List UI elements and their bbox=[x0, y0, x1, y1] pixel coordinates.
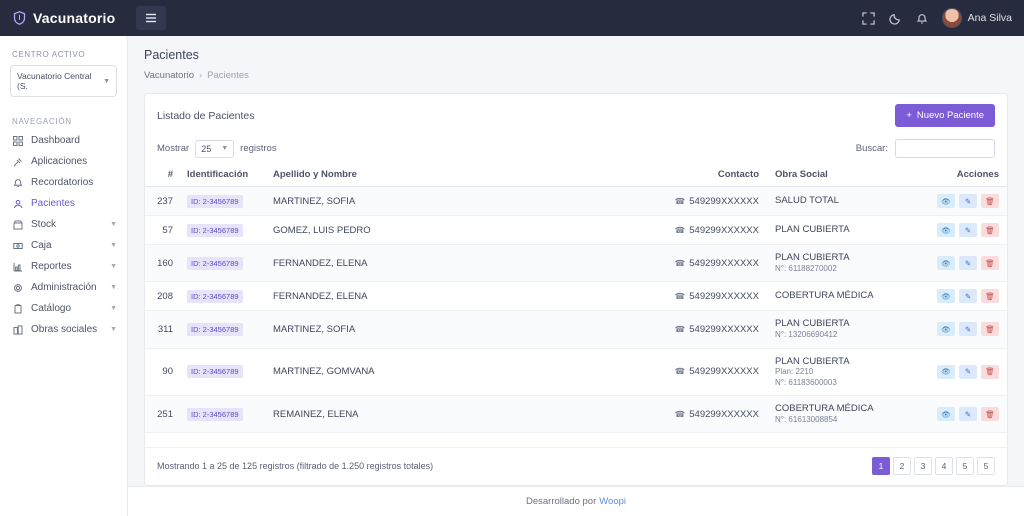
topbar-actions bbox=[862, 8, 1024, 28]
obra-detail-plan: Plan: 2210 bbox=[775, 367, 814, 377]
page-button-2[interactable]: 2 bbox=[893, 457, 911, 475]
table-row[interactable] bbox=[145, 282, 1007, 311]
pencil-icon[interactable]: ✎ bbox=[959, 223, 977, 237]
id-badge: ID: 2-3456789 bbox=[187, 365, 243, 378]
brand[interactable] bbox=[0, 10, 128, 26]
card-header bbox=[145, 94, 1007, 135]
eye-icon[interactable]: 👁 bbox=[937, 223, 955, 237]
sidebar-item-label: Aplicaciones bbox=[31, 156, 88, 167]
search-input[interactable] bbox=[895, 139, 995, 158]
show-suffix-label: registros bbox=[240, 143, 277, 154]
pencil-icon[interactable]: ✎ bbox=[959, 194, 977, 208]
obra-name: PLAN CUBIERTA bbox=[775, 318, 850, 330]
cell-obra-social bbox=[767, 311, 917, 348]
active-center-value: Vacunatorio Central (S. bbox=[17, 71, 92, 91]
obra-detail: N°: 61188270002 bbox=[775, 263, 837, 273]
sidebar-item-label: Obras sociales bbox=[31, 324, 98, 335]
contact-value: 549299XXXXXX bbox=[689, 366, 759, 378]
sidebar-item-label: Caja bbox=[31, 240, 52, 251]
footer-link[interactable]: Woopi bbox=[599, 496, 626, 507]
new-patient-label: Nuevo Paciente bbox=[916, 110, 984, 121]
trash-icon[interactable]: 🗑 bbox=[981, 289, 999, 303]
pencil-icon[interactable]: ✎ bbox=[959, 256, 977, 270]
table-row[interactable] bbox=[145, 216, 1007, 245]
page-footer bbox=[128, 486, 1024, 516]
cell-nombre: REMAINEZ, ELENA bbox=[265, 396, 647, 433]
avatar bbox=[942, 8, 962, 28]
sidebar bbox=[0, 36, 128, 516]
trash-icon[interactable]: 🗑 bbox=[981, 223, 999, 237]
table-row[interactable] bbox=[145, 311, 1007, 348]
sidebar-item-stock[interactable] bbox=[0, 214, 127, 235]
footer-text: Desarrollado por bbox=[526, 496, 597, 507]
sidebar-item-recordatorios[interactable] bbox=[0, 172, 127, 193]
active-center-label: CENTRO ACTIVO bbox=[12, 50, 86, 59]
row-actions bbox=[925, 289, 999, 303]
trash-icon[interactable]: 🗑 bbox=[981, 256, 999, 270]
brand-title: Vacunatorio bbox=[33, 10, 116, 26]
row-actions bbox=[925, 223, 999, 237]
chevron-down-icon: ▼ bbox=[110, 221, 117, 228]
page-length-group bbox=[157, 140, 277, 158]
table-row[interactable] bbox=[145, 187, 1007, 216]
phone-icon: ☎ bbox=[674, 257, 686, 268]
table-footer bbox=[145, 447, 1007, 485]
bell-icon bbox=[12, 178, 24, 188]
sidebar-item-pacientes[interactable] bbox=[0, 193, 127, 214]
eye-icon[interactable]: 👁 bbox=[937, 289, 955, 303]
sidebar-toggle-button[interactable] bbox=[136, 6, 166, 30]
user-menu[interactable] bbox=[942, 8, 1012, 28]
contact-value: 549299XXXXXX bbox=[689, 408, 759, 420]
chevron-down-icon: ▼ bbox=[110, 284, 117, 291]
pagination bbox=[872, 457, 995, 475]
breadcrumb-separator: › bbox=[199, 70, 203, 81]
page-button-5[interactable]: 5 bbox=[956, 457, 974, 475]
new-patient-button[interactable] bbox=[895, 104, 995, 127]
trash-icon[interactable]: 🗑 bbox=[981, 322, 999, 336]
search-group bbox=[856, 139, 995, 158]
cell-nombre: MARTINEZ, SOFIA bbox=[265, 311, 647, 348]
chevron-down-icon: ▼ bbox=[110, 326, 117, 333]
cell-obra-social bbox=[767, 348, 917, 396]
sidebar-item-caja[interactable] bbox=[0, 235, 127, 256]
fullscreen-icon[interactable] bbox=[862, 12, 875, 25]
sidebar-item-label: Recordatorios bbox=[31, 177, 94, 188]
eye-icon[interactable]: 👁 bbox=[937, 194, 955, 208]
chart-icon bbox=[12, 262, 24, 272]
cell-nombre: MARTINEZ, SOFIA bbox=[265, 187, 647, 216]
page-button-3[interactable]: 3 bbox=[914, 457, 932, 475]
box-icon bbox=[12, 220, 24, 230]
table-head bbox=[145, 164, 1007, 187]
cell-obra-social bbox=[767, 187, 917, 216]
pencil-icon[interactable]: ✎ bbox=[959, 407, 977, 421]
col-header-contacto[interactable]: Contacto bbox=[647, 164, 767, 187]
sidebar-item-label: Stock bbox=[31, 219, 57, 230]
chevron-down-icon: ▼ bbox=[110, 242, 117, 249]
cell-contacto bbox=[647, 348, 767, 396]
breadcrumb-root[interactable]: Vacunatorio bbox=[144, 70, 194, 81]
show-prefix-label: Mostrar bbox=[157, 143, 190, 154]
phone-icon: ☎ bbox=[674, 323, 686, 334]
obra-name: PLAN CUBIERTA bbox=[775, 224, 850, 236]
phone-icon: ☎ bbox=[674, 366, 686, 377]
breadcrumb-current: Pacientes bbox=[207, 70, 249, 81]
cell-contacto bbox=[647, 282, 767, 311]
cell-acciones bbox=[917, 245, 1007, 282]
cell-acciones bbox=[917, 348, 1007, 396]
chevron-down-icon: ▼ bbox=[221, 145, 229, 152]
obra-detail-numero: N°: 61183600003 bbox=[775, 377, 837, 387]
body bbox=[0, 36, 1024, 516]
cell-acciones bbox=[917, 396, 1007, 433]
phone-icon: ☎ bbox=[674, 408, 686, 419]
col-header-identificacion[interactable]: Identificación bbox=[179, 164, 265, 187]
table-body bbox=[145, 187, 1007, 433]
table-row[interactable] bbox=[145, 396, 1007, 433]
sidebar-item-label: Administración bbox=[31, 282, 97, 293]
obra-name: SALUD TOTAL bbox=[775, 195, 839, 207]
sidebar-item-label: Dashboard bbox=[31, 135, 80, 146]
page-button-4[interactable]: 4 bbox=[935, 457, 953, 475]
pencil-icon[interactable]: ✎ bbox=[959, 322, 977, 336]
sidebar-item-reportes[interactable] bbox=[0, 256, 127, 277]
cell-identificacion bbox=[179, 187, 265, 216]
contact-value: 549299XXXXXX bbox=[689, 224, 759, 236]
table-header-row bbox=[145, 164, 1007, 187]
sidebar-item-label: Reportes bbox=[31, 261, 72, 272]
page-header bbox=[128, 36, 1024, 81]
cell-acciones bbox=[917, 311, 1007, 348]
id-badge: ID: 2-3456789 bbox=[187, 408, 243, 421]
cell-contacto bbox=[647, 245, 767, 282]
contact-value: 549299XXXXXX bbox=[689, 323, 759, 335]
id-badge: ID: 2-3456789 bbox=[187, 323, 243, 336]
cell-nombre: FERNANDEZ, ELENA bbox=[265, 245, 647, 282]
card-title: Listado de Pacientes bbox=[157, 109, 255, 122]
sidebar-item-administracion[interactable] bbox=[0, 277, 127, 298]
page-length-select[interactable] bbox=[195, 140, 234, 158]
cell-obra-social bbox=[767, 216, 917, 245]
pencil-icon[interactable]: ✎ bbox=[959, 289, 977, 303]
sidebar-item-obras-sociales[interactable] bbox=[0, 319, 127, 340]
cell-obra-social bbox=[767, 245, 917, 282]
cell-acciones bbox=[917, 187, 1007, 216]
cell-contacto bbox=[647, 396, 767, 433]
cell-num: 160 bbox=[145, 245, 179, 282]
top-navbar bbox=[0, 0, 1024, 36]
eye-icon[interactable]: 👁 bbox=[937, 322, 955, 336]
cell-obra-social bbox=[767, 282, 917, 311]
obra-detail: N°: 13206690412 bbox=[775, 330, 838, 340]
chevron-down-icon: ▼ bbox=[110, 305, 117, 312]
eye-icon[interactable]: 👁 bbox=[937, 407, 955, 421]
cell-identificacion bbox=[179, 282, 265, 311]
trash-icon[interactable]: 🗑 bbox=[981, 194, 999, 208]
shield-logo-icon bbox=[12, 10, 27, 26]
building-icon bbox=[12, 325, 24, 335]
user-icon bbox=[12, 199, 24, 209]
col-header-acciones: Acciones bbox=[917, 164, 1007, 187]
sidebar-item-dashboard[interactable] bbox=[0, 130, 127, 151]
obra-name: PLAN CUBIERTA bbox=[775, 355, 850, 367]
trash-icon[interactable]: 🗑 bbox=[981, 407, 999, 421]
plus-icon: + bbox=[906, 110, 912, 121]
phone-icon: ☎ bbox=[674, 195, 686, 206]
obra-detail: N°: 61613008854 bbox=[775, 415, 838, 425]
cell-obra-social bbox=[767, 396, 917, 433]
cell-nombre: MARTINEZ, GOMVANA bbox=[265, 348, 647, 396]
cell-nombre: FERNANDEZ, ELENA bbox=[265, 282, 647, 311]
cell-acciones bbox=[917, 282, 1007, 311]
page-button-next[interactable]: 5 bbox=[977, 457, 995, 475]
trash-icon[interactable]: 🗑 bbox=[981, 365, 999, 379]
grid-icon bbox=[12, 136, 24, 146]
patients-card bbox=[144, 93, 1008, 486]
sidebar-item-label: Catálogo bbox=[31, 303, 72, 314]
user-name: Ana Silva bbox=[967, 12, 1012, 24]
cell-num: 311 bbox=[145, 311, 179, 348]
page-button-1[interactable]: 1 bbox=[872, 457, 890, 475]
phone-icon: ☎ bbox=[674, 290, 686, 301]
cell-num: 237 bbox=[145, 187, 179, 216]
col-header-nombre[interactable]: Apellido y Nombre bbox=[265, 164, 647, 187]
content-area bbox=[128, 36, 1024, 516]
page-title: Pacientes bbox=[144, 48, 199, 62]
col-header-obra-social[interactable]: Obra Social bbox=[767, 164, 917, 187]
id-badge: ID: 2-3456789 bbox=[187, 257, 243, 270]
phone-icon: ☎ bbox=[674, 224, 686, 235]
cell-nombre: GOMEZ, LUIS PEDRO bbox=[265, 216, 647, 245]
cell-num: 90 bbox=[145, 348, 179, 396]
cell-contacto bbox=[647, 187, 767, 216]
chevron-down-icon: ▼ bbox=[103, 77, 110, 85]
table-row[interactable] bbox=[145, 348, 1007, 396]
sidebar-item-catalogo[interactable] bbox=[0, 298, 127, 319]
table-row[interactable] bbox=[145, 245, 1007, 282]
cell-contacto bbox=[647, 311, 767, 348]
syringe-icon bbox=[12, 157, 24, 167]
breadcrumb bbox=[144, 70, 1008, 81]
chevron-down-icon: ▼ bbox=[110, 263, 117, 270]
cell-num: 251 bbox=[145, 396, 179, 433]
cell-identificacion bbox=[179, 216, 265, 245]
cash-icon bbox=[12, 241, 24, 251]
id-badge: ID: 2-3456789 bbox=[187, 195, 243, 208]
patients-table bbox=[145, 164, 1007, 433]
contact-value: 549299XXXXXX bbox=[689, 290, 759, 302]
id-badge: ID: 2-3456789 bbox=[187, 224, 243, 237]
contact-value: 549299XXXXXX bbox=[689, 257, 759, 269]
obra-name: COBERTURA MÉDICA bbox=[775, 290, 874, 302]
obra-name: PLAN CUBIERTA bbox=[775, 252, 850, 263]
active-center-select[interactable] bbox=[10, 65, 117, 97]
clipboard-icon bbox=[12, 304, 24, 314]
search-label: Buscar: bbox=[855, 143, 888, 154]
cell-acciones bbox=[917, 216, 1007, 245]
eye-icon[interactable]: 👁 bbox=[937, 256, 955, 270]
row-actions bbox=[925, 407, 999, 421]
cell-num: 208 bbox=[145, 282, 179, 311]
cell-identificacion bbox=[179, 311, 265, 348]
row-actions bbox=[925, 194, 999, 208]
bell-icon[interactable] bbox=[916, 12, 928, 25]
id-badge: ID: 2-3456789 bbox=[187, 290, 243, 303]
sidebar-item-aplicaciones[interactable] bbox=[0, 151, 127, 172]
pagination-info: Mostrando 1 a 25 de 125 registros (filtrado de 1.250 registros totales) bbox=[157, 461, 434, 471]
row-actions bbox=[925, 365, 999, 379]
cell-identificacion bbox=[179, 396, 265, 433]
dark-mode-icon[interactable] bbox=[889, 12, 902, 25]
table-toolbar bbox=[145, 135, 1007, 164]
cell-identificacion bbox=[179, 245, 265, 282]
cell-contacto bbox=[647, 216, 767, 245]
gear-icon bbox=[12, 283, 24, 293]
cell-identificacion bbox=[179, 348, 265, 396]
sidebar-item-label: Pacientes bbox=[31, 198, 75, 209]
row-actions bbox=[925, 322, 999, 336]
obra-name: COBERTURA MÉDICA bbox=[775, 403, 874, 415]
contact-value: 549299XXXXXX bbox=[689, 195, 759, 207]
pencil-icon[interactable]: ✎ bbox=[959, 365, 977, 379]
row-actions bbox=[925, 256, 999, 270]
eye-icon[interactable]: 👁 bbox=[937, 365, 955, 379]
page-length-value: 25 bbox=[201, 143, 212, 154]
nav-section-header: NAVEGACIÓN bbox=[12, 117, 72, 126]
col-header-num[interactable]: # bbox=[145, 164, 179, 187]
cell-num: 57 bbox=[145, 216, 179, 245]
